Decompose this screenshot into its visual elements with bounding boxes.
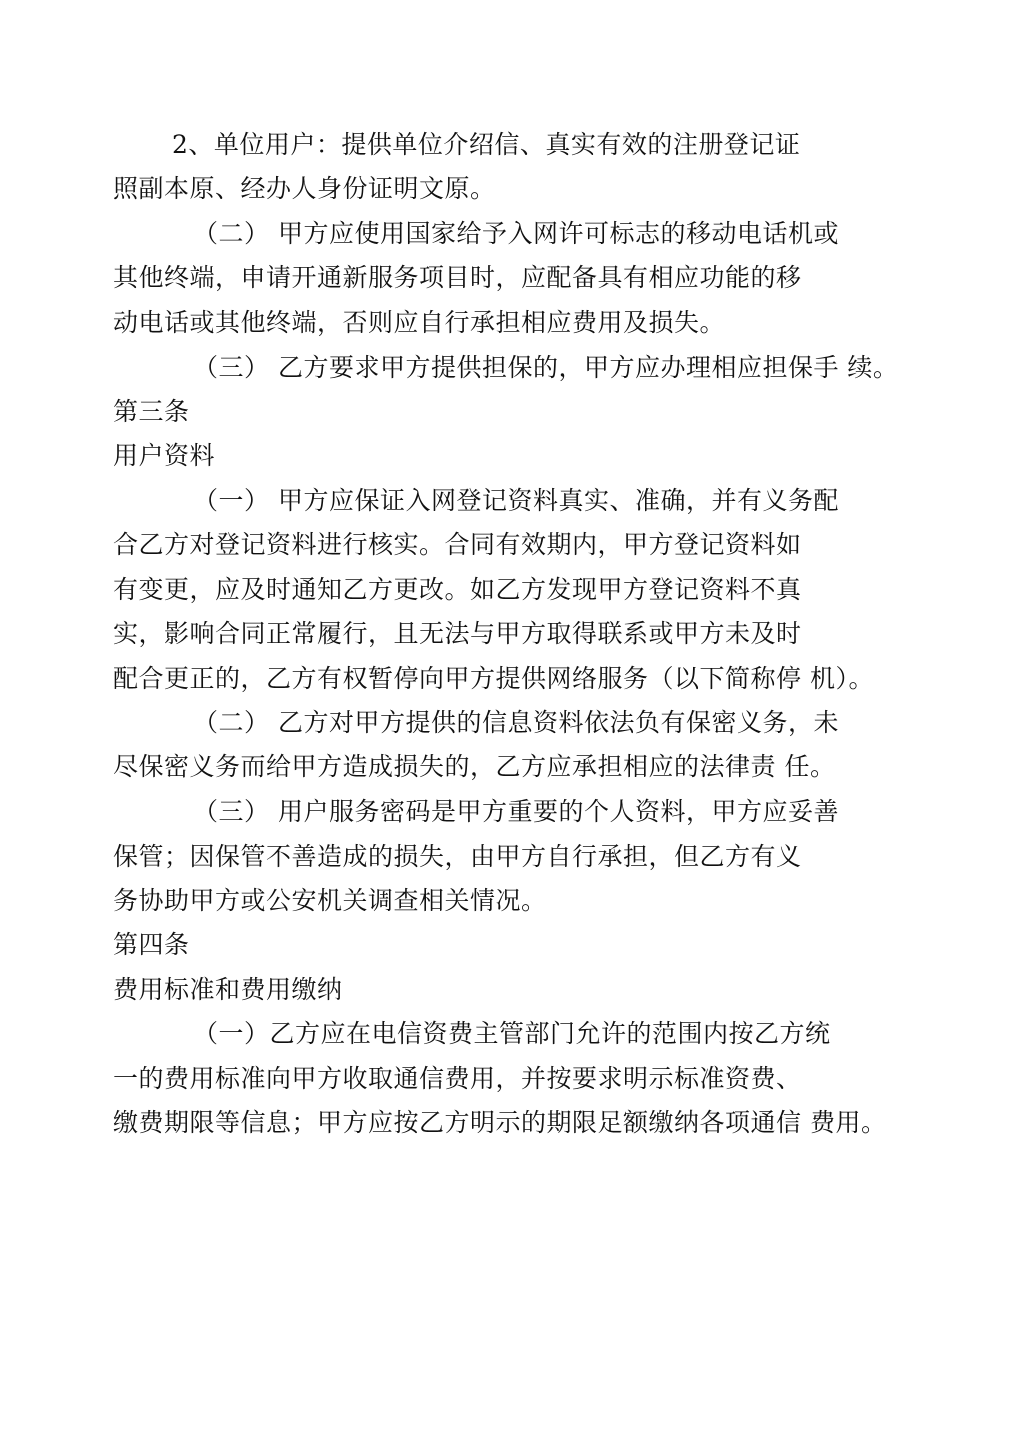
paragraph-line: （三） 用户服务密码是甲方重要的个人资料，甲方应妥善 xyxy=(193,797,839,826)
section-title: 费用标准和费用缴纳 xyxy=(113,975,343,1004)
paragraph-line: （二） 甲方应使用国家给予入网许可标志的移动电话机或 xyxy=(193,219,839,248)
paragraph-line: （一）乙方应在电信资费主管部门允许的范围内按乙方统 xyxy=(193,1019,831,1048)
paragraph-line: 2、单位用户：提供单位介绍信、真实有效的注册登记证 xyxy=(172,130,801,159)
section-heading: 第三条 xyxy=(113,397,190,426)
paragraph-line: 其他终端，申请开通新服务项目时，应配备具有相应功能的移 xyxy=(113,263,802,292)
paragraph-line: 保管；因保管不善造成的损失，由甲方自行承担，但乙方有义 xyxy=(113,842,802,871)
paragraph-line: 一的费用标准向甲方收取通信费用，并按要求明示标准资费、 xyxy=(113,1064,802,1093)
paragraph-line: （一） 甲方应保证入网登记资料真实、准确，并有义务配 xyxy=(193,486,839,515)
paragraph-line: （二） 乙方对甲方提供的信息资料依法负有保密义务，未 xyxy=(193,708,839,737)
paragraph-line: 务协助甲方或公安机关调查相关情况。 xyxy=(113,886,547,915)
paragraph-line: 动电话或其他终端，否则应自行承担相应费用及损失。 xyxy=(113,308,726,337)
paragraph-line: 合乙方对登记资料进行核实。合同有效期内，甲方登记资料如 xyxy=(113,530,802,559)
paragraph-line: 配合更正的，乙方有权暂停向甲方提供网络服务（以下简称停 机）。 xyxy=(113,664,874,693)
paragraph-line: 尽保密义务而给甲方造成损失的，乙方应承担相应的法律责 任。 xyxy=(113,752,836,781)
paragraph-line: 有变更，应及时通知乙方更改。如乙方发现甲方登记资料不真 xyxy=(113,575,802,604)
paragraph-line: 实，影响合同正常履行，且无法与甲方取得联系或甲方未及时 xyxy=(113,619,802,648)
section-title: 用户资料 xyxy=(113,441,216,470)
paragraph-line: 照副本原、经办人身份证明文原。 xyxy=(113,174,496,203)
paragraph-line: （三） 乙方要求甲方提供担保的，甲方应办理相应担保手 续。 xyxy=(193,353,899,382)
section-heading: 第四条 xyxy=(113,930,190,959)
paragraph-line: 缴费期限等信息；甲方应按乙方明示的期限足额缴纳各项通信 费用。 xyxy=(113,1108,887,1137)
